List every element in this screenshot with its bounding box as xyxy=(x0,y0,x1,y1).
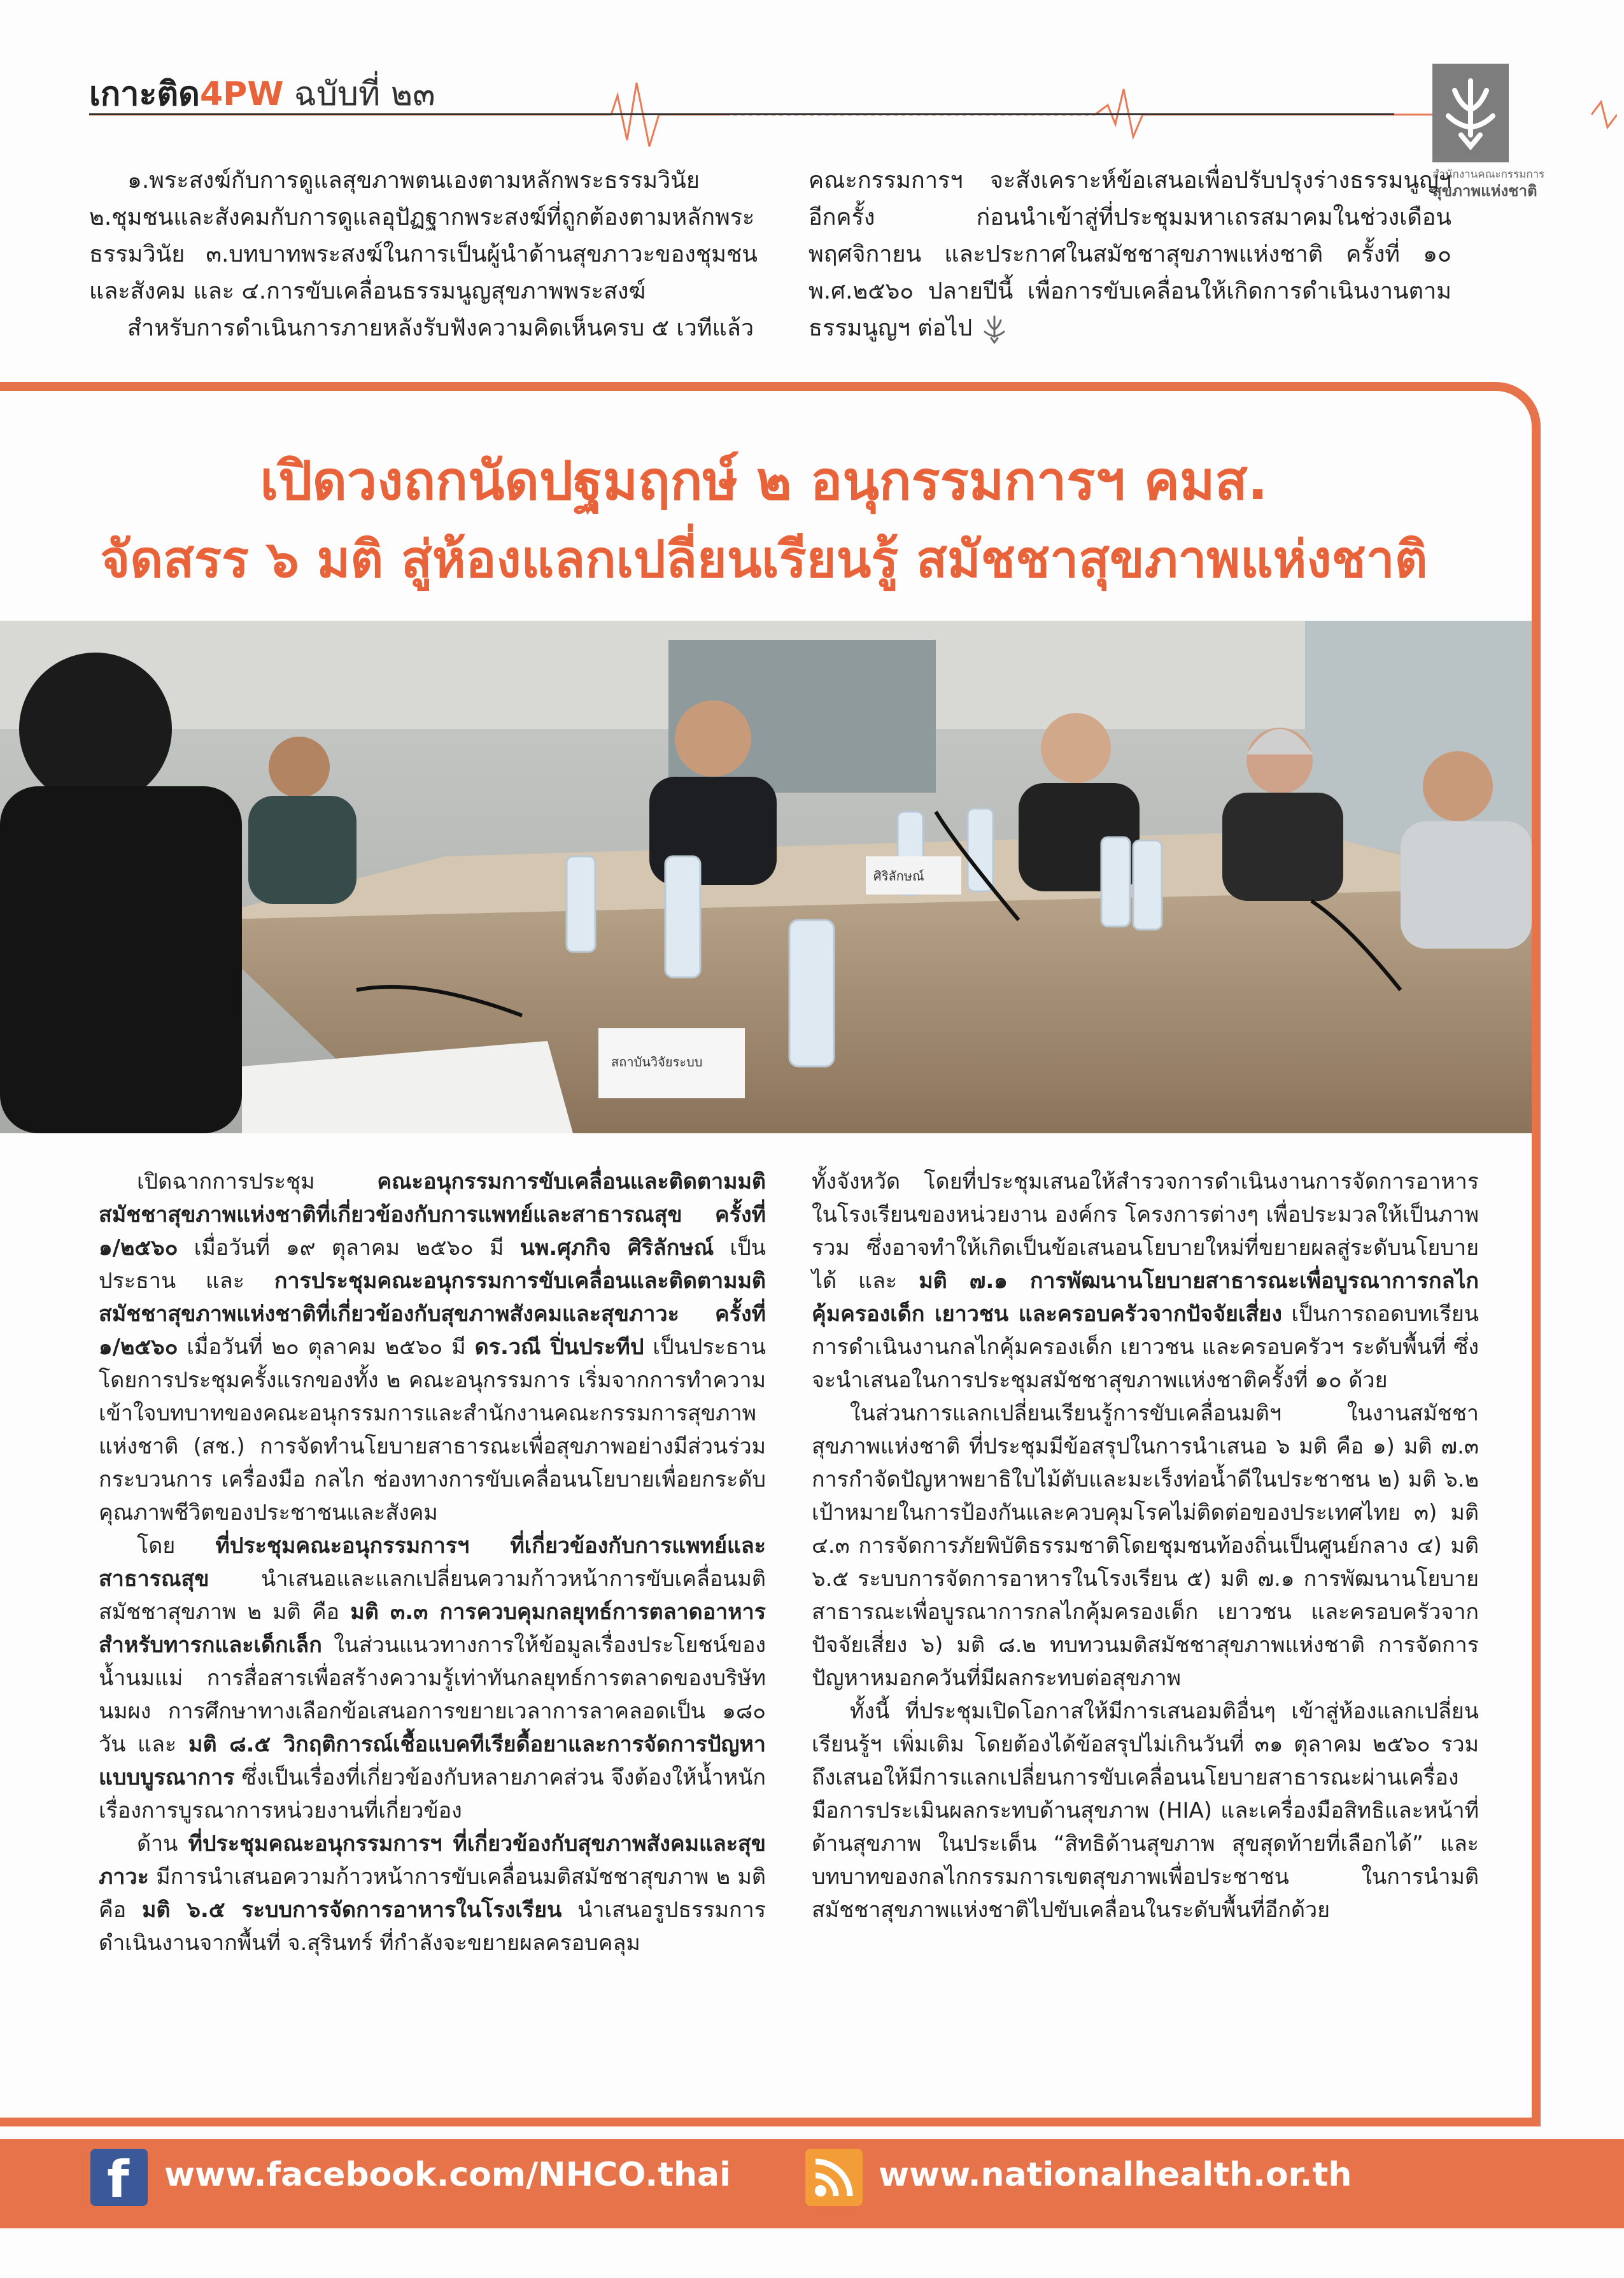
facebook-link[interactable]: www.facebook.com/NHCO.thai xyxy=(164,2156,731,2194)
carryover-paragraph: สำหรับการดำเนินการภายหลังรับฟังความคิดเห็นครบ ๕ เวทีแล้ว xyxy=(127,315,754,341)
body-text: ด้าน xyxy=(137,1831,188,1857)
meeting-photo-illustration xyxy=(0,621,1532,1133)
body-text: นำเสนอและแลกเปลี่ยนความก้าวหน้าการขับเคลื่อนมติสมัชชาสุขภาพ ๒ มติ คือ xyxy=(99,1566,766,1625)
website-link[interactable]: www.nationalhealth.or.th xyxy=(879,2156,1352,2194)
nameplate-text: สถาบันวิจัยระบบ xyxy=(611,1054,703,1070)
article-paragraph xyxy=(812,1397,1479,1695)
carryover-paragraph: ๑.พระสงฆ์กับการดูแลสุขภาพตนเองตามหลักพระธรรมวินัย ๒.ชุมชนและสังคมกับการดูแลอุปัฏฐากพระสงฆ์ที่ถูกต้องตามหลักพระธรรมวินัย ๓.บทบาทพระสงฆ์ในการเป็นผู้นำด้านสุขภาวะของชุมชนและสังคม และ ๔.การขับเคลื่อนธรรมนูญสุขภาพพระสงฆ์ xyxy=(89,167,758,304)
emphasis-text: การประชุมคณะอนุกรรมการขับเคลื่อนและติดตามมติสมัชชาสุขภาพแห่งชาติที่เกี่ยวข้องกับสุขภาพสังคมและสุขภาวะ ครั้งที่ ๑/๒๕๖๐ xyxy=(99,1268,766,1360)
body-text: ซึ่งเป็นเรื่องที่เกี่ยวข้องกับหลายภาคส่วน จึงต้องให้น้ำหนักเรื่องการบูรณาการหน่วยงานที่เกี่ยวข้อง xyxy=(99,1765,766,1823)
emphasis-text: นพ.ศุภกิจ ศิริลักษณ์ xyxy=(519,1235,714,1261)
article-paragraph xyxy=(99,1827,766,1960)
body-text: เป็นประธาน และ xyxy=(99,1235,766,1294)
body-text: ทั้งนี้ ที่ประชุมเปิดโอกาสให้มีการเสนอมติอื่นๆ เข้าสู่ห้องแลกเปลี่ยนเรียนรู้ฯ เพิ่มเติม โดยต้องได้ข้อสรุปไม่เกินวันที่ ๓๑ ตุลาคม ๒๕๖๐ รวมถึงเสนอให้มีการแลกเปลี่ยนการขับเคลื่อนนโยบายสาธารณะผ่านเครื่องมือการประเมินผลกระทบด้านสุขภาพ (HIA) และเครื่องมือสิทธิและหน้าที่ด้านสุขภาพ ในประเด็น “สิทธิด้านสุขภาพ สุขสุดท้ายที่เลือกได้” และบทบาทของกลไกกรรมการเขตสุขภาพเพื่อประชาชน ในการนำมติสมัชชาสุขภาพแห่งชาติไปขับเคลื่อนในระดับพื้นที่อีกด้วย xyxy=(812,1699,1479,1923)
carryover-text: คณะกรรมการฯ จะสังเคราะห์ข้อเสนอเพื่อปรับปรุงร่างธรรมนูญฯ อีกครั้ง ก่อนนำเข้าสู่ที่ประชุมมหาเถรสมาคมในช่วงเดือนพฤศจิกายน และประกาศในสมัชชาสุขภาพแห่งชาติ ครั้งที่ ๑๐ พ.ศ.๒๕๖๐ ปลายปีนี้ เพื่อการขับเคลื่อนให้เกิดการดำเนินงานตามธรรมนูญฯ ต่อไป xyxy=(808,167,1451,341)
logo-caption: สุขภาพแห่งชาติ xyxy=(1432,182,1537,200)
brand-suffix: 4PW xyxy=(199,75,284,113)
end-mark-icon xyxy=(981,314,1008,344)
issue-number: ฉบับที่ ๒๓ xyxy=(293,75,435,113)
carryover-paragraph xyxy=(808,162,1451,347)
body-text: ในส่วนแนวทางการให้ข้อมูลเรื่องประโยชน์ของน้ำนมแม่ การสื่อสารเพื่อสร้างความรู้เท่าทันกลยุทธ์การตลาดของบริษัทนมผง การศึกษาทางเลือกข้อเสนอการขยายเวลาการลาคลอดเป็น ๑๘๐ วัน และ xyxy=(99,1632,766,1757)
emphasis-text: มติ ๘.๕ วิกฤติการณ์เชื้อแบคทีเรียดื้อยาและการจัดการปัญหาแบบบูรณาการ xyxy=(99,1732,766,1790)
emphasis-text: มติ ๓.๓ การควบคุมกลยุทธ์การตลาดอาหารสำหรับทารกและเด็กเล็ก xyxy=(99,1599,766,1658)
nhco-logo xyxy=(1432,64,1579,200)
carryover-right-column xyxy=(808,162,1451,347)
brand-name: เกาะติด xyxy=(89,75,200,113)
body-text: มีการนำเสนอความก้าวหน้าการขับเคลื่อนมติสมัชชาสุขภาพ ๒ มติ คือ xyxy=(99,1864,766,1923)
body-text: นำเสนอรูปธรรมการดำเนินงานจากพื้นที่ จ.สุรินทร์ ที่กำลังจะขยายผลครอบคลุม xyxy=(99,1897,766,1956)
header-rule xyxy=(89,113,1394,115)
body-text: ทั้งจังหวัด โดยที่ประชุมเสนอให้สำรวจการดำเนินงานการจัดการอาหารในโรงเรียนของหน่วยงาน องค์กร โครงการต่างๆ เพื่อประมวลให้เป็นภาพรวม ซึ่งอาจทำให้เกิดเป็นข้อเสนอนโยบายใหม่ที่ขยายผลสู่ระดับนโยบายได้ และ xyxy=(812,1169,1479,1294)
article-paragraph xyxy=(99,1529,766,1827)
emphasis-text: มติ ๖.๕ ระบบการจัดการอาหารในโรงเรียน xyxy=(142,1897,562,1923)
article-paragraph xyxy=(812,1695,1479,1927)
rss-glyph-icon xyxy=(805,2149,863,2206)
nhco-emblem-icon xyxy=(1432,71,1509,154)
article-left-column xyxy=(99,1165,766,1960)
emphasis-text: ดร.วณี ปิ่นประทีป xyxy=(474,1334,644,1360)
facebook-glyph: f xyxy=(107,2150,129,2209)
headline-line-2: จัดสรร ๖ มติ สู่ห้องแลกเปลี่ยนเรียนรู้ สมัชชาสุขภาพแห่งชาติ xyxy=(100,530,1428,589)
body-text: เป็นประธาน โดยการประชุมครั้งแรกของทั้ง ๒ คณะอนุกรรมการ เริ่มจากการทำความเข้าใจบทบาทของคณะอนุกรรมการและสำนักงานคณะกรรมการสุขภาพแห่งชาติ (สช.) การจัดทำนโยบายสาธารณะเพื่อสุขภาพอย่างมีส่วนร่วม กระบวนการ เครื่องมือ กลไก ช่องทางการขับเคลื่อนนโยบายเพื่อยกระดับคุณภาพชีวิตของประชาชนและสังคม xyxy=(99,1334,766,1525)
body-text: ในส่วนการแลกเปลี่ยนเรียนรู้การขับเคลื่อนมติฯ ในงานสมัชชาสุขภาพแห่งชาติ ที่ประชุมมีข้อสรุปในการนำเสนอ ๖ มติ คือ ๑) มติ ๗.๓ การกำจัดปัญหาพยาธิใบไม้ตับและมะเร็งท่อน้ำดีในประชาชน ๒) มติ ๖.๒ เป้าหมายในการป้องกันและควบคุมโรคไม่ติดต่อของประเทศไทย ๓) มติ ๔.๓ การจัดการภัยพิบัติธรรมชาติโดยชุมชนท้องถิ่นเป็นศูนย์กลาง ๔) มติ ๖.๕ ระบบการจัดการอาหารในโรงเรียน ๕) มติ ๗.๑ การพัฒนานโยบายสาธารณะเพื่อบูรณาการกลไกคุ้มครองเด็ก เยาวชน และครอบครัวจากปัจจัยเสี่ยง ๖) มติ ๘.๒ ทบทวนมติสมัชชาสุขภาพแห่งชาติ การจัดการปัญหาหมอกควันที่มีผลกระทบต่อสุขภาพ xyxy=(812,1401,1479,1691)
article-right-column xyxy=(812,1165,1479,1927)
nameplate-text: ศิริลักษณ์ xyxy=(873,868,924,884)
emphasis-text: มติ ๗.๑ การพัฒนานโยบายสาธารณะเพื่อบูรณาการกลไกคุ้มครองเด็ก เยาวชน และครอบครัวจากปัจจัยเสี่ยง xyxy=(812,1268,1479,1327)
body-text: เป็นการถอดบทเรียนการดำเนินงานกลไกคุ้มครองเด็ก เยาวชน และครอบครัวฯ ระดับพื้นที่ ซึ่งจะนำเสนอในการประชุมสมัชชาสุขภาพแห่งชาติครั้งที่ ๑๐ ด้วย xyxy=(812,1301,1479,1393)
body-text: เมื่อวันที่ ๒๐ ตุลาคม ๒๕๖๐ มี xyxy=(178,1334,475,1360)
carryover-left-column xyxy=(89,162,758,347)
article-paragraph xyxy=(99,1165,766,1529)
emphasis-text: ที่ประชุมคณะอนุกรรมการฯ ที่เกี่ยวข้องกับการแพทย์และสาธารณสุข xyxy=(99,1533,766,1592)
page-header xyxy=(0,0,1624,200)
facebook-icon[interactable] xyxy=(90,2149,148,2209)
emphasis-text: ที่ประชุมคณะอนุกรรมการฯ ที่เกี่ยวข้องกับสุขภาพสังคมและสุขภาวะ xyxy=(99,1831,766,1890)
rss-icon[interactable] xyxy=(805,2149,863,2206)
meeting-photo xyxy=(0,621,1532,1133)
article-paragraph xyxy=(812,1165,1479,1397)
headline-line-1: เปิดวงถกนัดปฐมฤกษ์ ๒ อนุกรรมการฯ คมส. xyxy=(260,449,1268,512)
body-text: เปิดฉากการประชุม xyxy=(137,1169,378,1194)
logo-mark xyxy=(1432,64,1509,162)
body-text: โดย xyxy=(137,1533,216,1559)
logo-caption-small: สำนักงานคณะกรรมการ xyxy=(1432,168,1545,181)
emphasis-text: คณะอนุกรรมการขับเคลื่อนและติดตามมติสมัชชาสุขภาพแห่งชาติที่เกี่ยวข้องกับการแพทย์และสาธารณสุข ครั้งที่ ๑/๒๕๖๐ xyxy=(99,1169,766,1261)
article-headline xyxy=(0,446,1528,595)
body-text: เมื่อวันที่ ๑๙ ตุลาคม ๒๕๖๐ มี xyxy=(178,1235,520,1261)
